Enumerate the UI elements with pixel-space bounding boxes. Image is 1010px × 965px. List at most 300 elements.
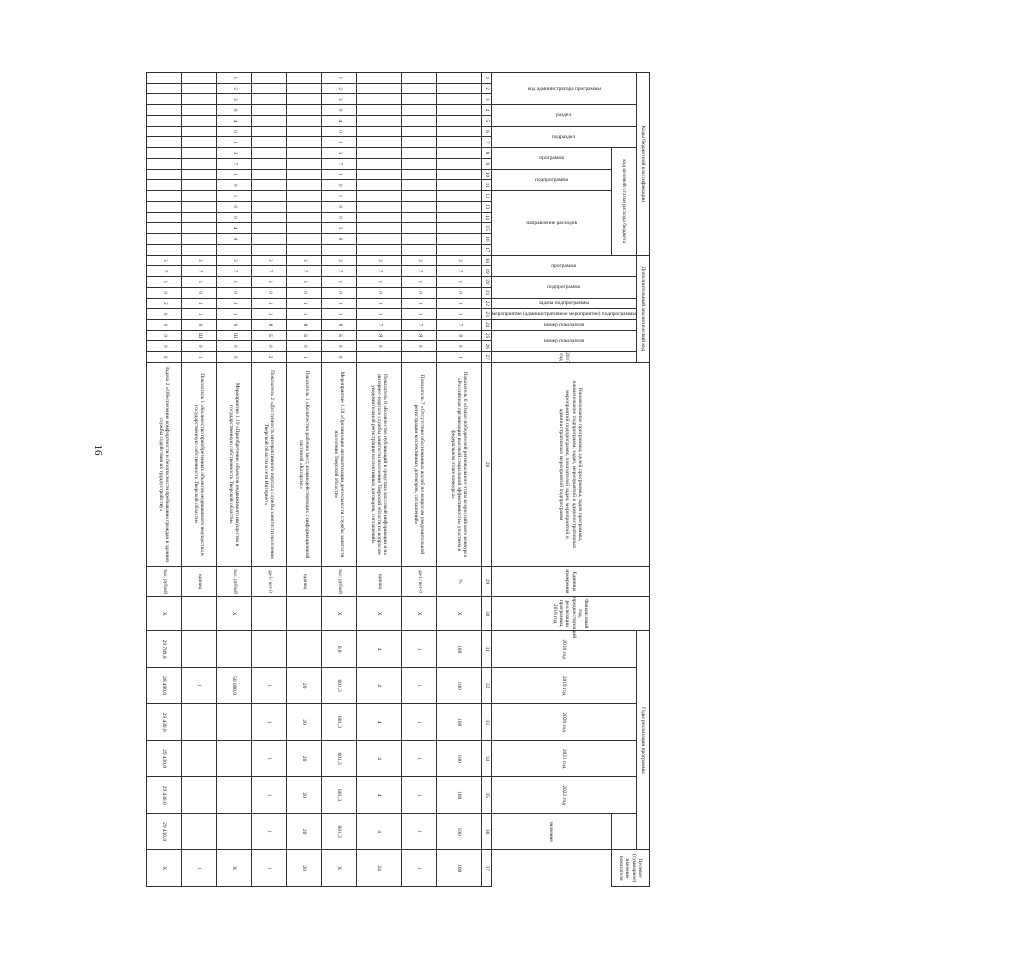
code-cell bbox=[251, 158, 286, 169]
code-cell: 3 bbox=[321, 255, 356, 266]
row-year-value: 601,3 bbox=[321, 667, 356, 704]
header-budget-class: Коды бюджетной классификации bbox=[637, 73, 650, 256]
code-cell: 1 bbox=[286, 298, 321, 309]
header-years: Годы реализации программы bbox=[637, 631, 650, 850]
code-cell: 1 bbox=[321, 309, 356, 320]
code-cell bbox=[251, 137, 286, 148]
row-year-value: 4 bbox=[356, 813, 401, 850]
column-number: 28 bbox=[481, 362, 491, 566]
code-cell: 1 bbox=[286, 277, 321, 288]
row-name: Задача 2 «Обеспечение комфортности и безопасности пребывания граждан в зданиях службы содействия их трудоустройству» bbox=[146, 362, 181, 566]
code-cell: Я bbox=[401, 330, 436, 341]
row-year-value: 1 bbox=[251, 740, 286, 777]
column-number: 22 bbox=[481, 298, 491, 309]
column-number: 8 bbox=[481, 148, 491, 159]
code-cell bbox=[286, 148, 321, 159]
code-cell: 9 bbox=[216, 319, 251, 330]
column-number: 1 bbox=[481, 73, 491, 84]
column-number: 17 bbox=[481, 244, 491, 255]
row-unit: единиц bbox=[181, 566, 216, 596]
column-number: 24 bbox=[481, 319, 491, 330]
code-cell: Б bbox=[251, 330, 286, 341]
code-cell bbox=[286, 158, 321, 169]
code-cell bbox=[436, 223, 481, 234]
code-cell bbox=[146, 169, 181, 180]
header-additional-code: Дополнительный аналитический код bbox=[637, 255, 650, 362]
document-sheet bbox=[105, 60, 1010, 883]
code-cell: 0 bbox=[401, 287, 436, 298]
row-financial-year: Х bbox=[401, 597, 436, 631]
row-target-value: 1 bbox=[251, 850, 286, 887]
header-2019: 2019 год bbox=[491, 667, 636, 704]
row-year-value bbox=[181, 631, 216, 668]
code-cell: 0 bbox=[321, 212, 356, 223]
code-cell: 1 bbox=[436, 309, 481, 320]
code-cell bbox=[181, 126, 216, 137]
row-year-value: 601,3 bbox=[321, 777, 356, 814]
code-cell bbox=[436, 158, 481, 169]
code-cell: 7 bbox=[401, 266, 436, 277]
row-year-value: 20 bbox=[286, 777, 321, 814]
row-year-value: 29 430,0 bbox=[146, 777, 181, 814]
table-row bbox=[251, 73, 286, 887]
header-subsection: подраздел bbox=[552, 133, 576, 140]
code-cell: 0 bbox=[321, 287, 356, 298]
table-row bbox=[356, 73, 401, 887]
code-cell: 1 bbox=[216, 277, 251, 288]
code-cell: 7 bbox=[146, 266, 181, 277]
code-cell: Б bbox=[286, 330, 321, 341]
code-cell: 1 bbox=[146, 277, 181, 288]
code-cell: 0 bbox=[216, 126, 251, 137]
code-cell: 0 bbox=[146, 341, 181, 352]
code-cell bbox=[321, 244, 356, 255]
code-cell: 0 bbox=[216, 105, 251, 116]
code-cell bbox=[401, 212, 436, 223]
code-cell bbox=[401, 158, 436, 169]
code-cell: 9 bbox=[181, 319, 216, 330]
row-year-value: 1 bbox=[401, 813, 436, 850]
code-cell bbox=[436, 105, 481, 116]
code-cell: 3 bbox=[356, 255, 401, 266]
code-cell bbox=[356, 158, 401, 169]
code-cell bbox=[401, 223, 436, 234]
code-cell: 0 bbox=[216, 212, 251, 223]
code-cell bbox=[146, 148, 181, 159]
row-financial-year bbox=[181, 597, 216, 631]
code-cell bbox=[356, 148, 401, 159]
code-cell bbox=[356, 115, 401, 126]
code-cell: 8 bbox=[321, 319, 356, 330]
code-cell bbox=[401, 352, 436, 363]
row-year-value bbox=[216, 777, 251, 814]
row-name: Мероприятие 1.19 «Приобретение объектов недвижимого имущества в государственную собственность Тверской области» bbox=[216, 362, 251, 566]
header-task: задача подпрограммы bbox=[538, 300, 589, 307]
code-cell: Я bbox=[356, 330, 401, 341]
row-year-value: 0,0 bbox=[321, 631, 356, 668]
row-unit: тыс. рублей bbox=[216, 566, 251, 596]
row-year-value bbox=[181, 740, 216, 777]
code-cell bbox=[436, 126, 481, 137]
code-cell: 1 bbox=[251, 298, 286, 309]
column-number: 11 bbox=[481, 180, 491, 191]
page-number: 16 bbox=[92, 444, 104, 456]
code-cell bbox=[356, 352, 401, 363]
row-year-value: 1 bbox=[401, 631, 436, 668]
code-cell: 3 bbox=[216, 94, 251, 105]
code-cell: 1 bbox=[321, 169, 356, 180]
row-target-value: Х bbox=[321, 850, 356, 887]
code-cell bbox=[146, 137, 181, 148]
code-cell: 0 bbox=[356, 287, 401, 298]
column-number: 15 bbox=[481, 223, 491, 234]
code-cell bbox=[401, 169, 436, 180]
code-cell bbox=[251, 223, 286, 234]
code-cell: 3 bbox=[286, 255, 321, 266]
code-cell bbox=[401, 126, 436, 137]
column-number: 18 bbox=[481, 255, 491, 266]
table-row bbox=[286, 73, 321, 887]
code-cell bbox=[181, 83, 216, 94]
code-cell: 0 bbox=[321, 352, 356, 363]
row-name: Показатель 2 «Доступность интерактивного портала службы занятости населения Тверской области в сети Интернет» bbox=[251, 362, 286, 566]
row-year-value: 29 430,0 bbox=[146, 704, 181, 741]
row-financial-year: Х bbox=[216, 597, 251, 631]
row-target-value: Х bbox=[146, 850, 181, 887]
header-program: программа bbox=[538, 155, 564, 162]
code-cell: 3 bbox=[436, 255, 481, 266]
code-cell: 0 bbox=[321, 201, 356, 212]
row-year-value: 20 bbox=[286, 740, 321, 777]
code-cell bbox=[286, 105, 321, 116]
code-cell bbox=[181, 180, 216, 191]
header-target-article: код целевой статьи расхода бюджета bbox=[611, 148, 636, 255]
table-row bbox=[181, 73, 216, 887]
code-cell bbox=[286, 94, 321, 105]
code-cell: 0 bbox=[321, 234, 356, 245]
code-cell: 3 bbox=[181, 255, 216, 266]
code-cell bbox=[251, 191, 286, 202]
row-year-value: 4 bbox=[356, 631, 401, 668]
header-subprogram-a: подпрограмма bbox=[547, 284, 581, 291]
column-number: 25 bbox=[481, 330, 491, 341]
code-cell bbox=[401, 244, 436, 255]
code-cell bbox=[436, 137, 481, 148]
table-row bbox=[401, 73, 436, 887]
code-cell: 0 bbox=[216, 180, 251, 191]
code-cell bbox=[286, 191, 321, 202]
column-number: 19 bbox=[481, 266, 491, 277]
column-number: 7 bbox=[481, 137, 491, 148]
code-cell bbox=[436, 191, 481, 202]
code-cell: 7 bbox=[251, 266, 286, 277]
code-cell: 1 bbox=[436, 298, 481, 309]
code-cell bbox=[356, 94, 401, 105]
row-year-value: 601,3 bbox=[321, 704, 356, 741]
code-cell bbox=[181, 158, 216, 169]
code-cell: 3 bbox=[321, 223, 356, 234]
code-cell bbox=[401, 234, 436, 245]
code-cell: Ш bbox=[181, 330, 216, 341]
code-cell bbox=[286, 223, 321, 234]
header-name: Наименование программы, целей программы, задач программы, наименование подпрограмм, задач, мероприятий и административных мероприятий подпрограмм, показателей задач, мероприятий и административных мероприятий подпрограмм bbox=[491, 362, 649, 566]
table-row bbox=[146, 73, 181, 887]
code-cell bbox=[356, 73, 401, 84]
row-target-value: 100 bbox=[436, 850, 481, 887]
column-numbers-row bbox=[481, 73, 491, 887]
column-number: 34 bbox=[481, 740, 491, 777]
row-year-value bbox=[181, 704, 216, 741]
code-cell bbox=[146, 94, 181, 105]
code-cell bbox=[181, 115, 216, 126]
row-financial-year bbox=[251, 597, 286, 631]
column-number: 23 bbox=[481, 309, 491, 320]
row-year-value: 1 bbox=[401, 740, 436, 777]
column-number: 37 bbox=[481, 850, 491, 887]
code-cell bbox=[356, 234, 401, 245]
code-cell: 0 bbox=[216, 352, 251, 363]
header-direction: направление расходов bbox=[526, 219, 577, 226]
header-2021: 2021 год bbox=[491, 740, 636, 777]
code-cell bbox=[146, 201, 181, 212]
code-cell: 1 bbox=[321, 191, 356, 202]
code-cell: 7 bbox=[321, 158, 356, 169]
code-cell bbox=[146, 244, 181, 255]
header-admin-code: код администратора программы bbox=[527, 85, 601, 92]
row-year-value: 28 490,6 bbox=[146, 667, 181, 704]
row-year-value: 1 bbox=[251, 667, 286, 704]
row-year-value bbox=[216, 704, 251, 741]
code-cell: 1 bbox=[436, 277, 481, 288]
column-number: 13 bbox=[481, 201, 491, 212]
code-cell bbox=[181, 191, 216, 202]
code-cell: 1 bbox=[356, 277, 401, 288]
column-number: 14 bbox=[481, 212, 491, 223]
code-cell: 8 bbox=[436, 330, 481, 341]
code-cell bbox=[356, 105, 401, 116]
column-number: 10 bbox=[481, 169, 491, 180]
code-cell: 1 bbox=[321, 137, 356, 148]
code-cell: 0 bbox=[146, 330, 181, 341]
row-year-value: 4 bbox=[356, 704, 401, 741]
column-number: 20 bbox=[481, 277, 491, 288]
header-target: Целевое (суммарное) значение показателя bbox=[611, 850, 649, 887]
code-cell: 1 bbox=[216, 73, 251, 84]
code-cell: 7 bbox=[181, 266, 216, 277]
rotated-table-container bbox=[10, 60, 650, 965]
row-name: Показатель 1 «Количество рабочих мест, взаимодействующих с информационной системой «Катарсис» bbox=[286, 362, 321, 566]
row-target-value: 20 bbox=[286, 850, 321, 887]
row-financial-year: Х bbox=[356, 597, 401, 631]
code-cell: 0 bbox=[436, 287, 481, 298]
code-cell: 0 bbox=[401, 341, 436, 352]
row-year-value bbox=[251, 631, 286, 668]
column-number: 31 bbox=[481, 631, 491, 668]
header-section: раздел bbox=[556, 112, 572, 119]
code-cell: 0 bbox=[321, 341, 356, 352]
code-cell: 3 bbox=[216, 148, 251, 159]
code-cell bbox=[401, 73, 436, 84]
code-cell bbox=[356, 180, 401, 191]
row-year-value: 100 bbox=[436, 631, 481, 668]
row-name: Показатель 7 «Отсутствие обоснованных жалоб по вопросам уведомительной регистрации коллективных договоров, соглашений» bbox=[401, 362, 436, 566]
code-cell: 0 bbox=[146, 309, 181, 320]
row-year-value: 20 bbox=[286, 667, 321, 704]
code-cell bbox=[436, 169, 481, 180]
code-cell bbox=[251, 94, 286, 105]
column-number: 5 bbox=[481, 115, 491, 126]
row-year-value: 4 bbox=[356, 777, 401, 814]
code-cell: 0 bbox=[181, 341, 216, 352]
row-name: Показатель 8 «Количество публикаций в средствах массовой информации и на интернет-портале службы занятости населения Тверской области по вопросам уведомительной регистрации коллективных договоров, соглашений» bbox=[356, 362, 401, 566]
code-cell: 1 bbox=[216, 298, 251, 309]
code-cell bbox=[436, 244, 481, 255]
code-cell bbox=[146, 223, 181, 234]
header-2017: 2017 год bbox=[491, 352, 636, 363]
code-cell: 4 bbox=[216, 223, 251, 234]
row-year-value bbox=[181, 777, 216, 814]
code-cell bbox=[401, 191, 436, 202]
code-cell bbox=[181, 105, 216, 116]
row-year-value bbox=[181, 813, 216, 850]
row-target-value: Х bbox=[216, 850, 251, 887]
header-indicator-number: номер показателя bbox=[543, 337, 584, 344]
code-cell: 1 bbox=[181, 352, 216, 363]
row-year-value: 601,3 bbox=[321, 813, 356, 850]
code-cell: 0 bbox=[216, 201, 251, 212]
code-cell: 0 bbox=[356, 341, 401, 352]
code-cell: 2 bbox=[216, 83, 251, 94]
row-year-value: 4 bbox=[356, 740, 401, 777]
row-year-value: 100 bbox=[436, 704, 481, 741]
code-cell: 3 bbox=[216, 255, 251, 266]
code-cell: 7 bbox=[436, 266, 481, 277]
row-year-value: 1 bbox=[251, 813, 286, 850]
code-cell bbox=[181, 94, 216, 105]
code-cell bbox=[251, 244, 286, 255]
header-unit: Единица измерения bbox=[491, 566, 649, 596]
row-target-value: 1 bbox=[401, 850, 436, 887]
row-year-value bbox=[216, 740, 251, 777]
code-cell bbox=[356, 191, 401, 202]
header-subprogram: подпрограмма bbox=[534, 176, 568, 183]
code-cell: 7 bbox=[356, 266, 401, 277]
code-cell bbox=[251, 105, 286, 116]
code-cell bbox=[146, 212, 181, 223]
code-cell bbox=[251, 180, 286, 191]
code-cell: 0 bbox=[251, 287, 286, 298]
code-cell: 7 bbox=[321, 266, 356, 277]
code-cell: 0 bbox=[251, 341, 286, 352]
column-number: 26 bbox=[481, 341, 491, 352]
code-cell: 0 bbox=[321, 126, 356, 137]
code-cell bbox=[436, 234, 481, 245]
code-cell: 3 bbox=[146, 255, 181, 266]
code-cell bbox=[146, 180, 181, 191]
code-cell bbox=[181, 137, 216, 148]
code-cell bbox=[286, 137, 321, 148]
code-cell bbox=[286, 73, 321, 84]
code-cell bbox=[181, 212, 216, 223]
header-financial-year: Финансовый год, предшествующий реализации программы, 2016 год bbox=[491, 597, 649, 631]
code-cell bbox=[286, 169, 321, 180]
code-cell bbox=[401, 180, 436, 191]
code-cell bbox=[146, 191, 181, 202]
code-cell bbox=[356, 137, 401, 148]
code-cell bbox=[181, 244, 216, 255]
code-cell: 0 bbox=[286, 287, 321, 298]
code-cell bbox=[146, 234, 181, 245]
row-name: Показатель 1 «Количество приобретенных объектов недвижимого имущества в государственную собственность Тверской области» bbox=[181, 362, 216, 566]
column-number: 36 bbox=[481, 813, 491, 850]
row-year-value: 50 000,0 bbox=[216, 667, 251, 704]
row-year-value: 100 bbox=[436, 740, 481, 777]
code-cell: 1 bbox=[216, 191, 251, 202]
code-cell: 7 bbox=[286, 266, 321, 277]
code-cell: Ш bbox=[216, 330, 251, 341]
code-cell bbox=[251, 169, 286, 180]
code-cell: 3 bbox=[401, 255, 436, 266]
code-cell bbox=[251, 73, 286, 84]
row-financial-year: Х bbox=[321, 597, 356, 631]
code-cell bbox=[401, 201, 436, 212]
code-cell: 4 bbox=[216, 115, 251, 126]
row-year-value bbox=[216, 631, 251, 668]
code-cell bbox=[356, 223, 401, 234]
row-unit: тыс. рублей bbox=[321, 566, 356, 596]
code-cell: 3 bbox=[251, 255, 286, 266]
code-cell: 7 bbox=[436, 319, 481, 330]
row-financial-year: Х bbox=[146, 597, 181, 631]
column-number: 4 bbox=[481, 105, 491, 116]
code-cell: 0 bbox=[286, 341, 321, 352]
code-cell bbox=[436, 201, 481, 212]
code-cell bbox=[401, 148, 436, 159]
code-cell: 1 bbox=[401, 309, 436, 320]
row-year-value: 1 bbox=[401, 704, 436, 741]
row-year-value bbox=[286, 631, 321, 668]
code-cell bbox=[181, 201, 216, 212]
code-cell bbox=[181, 73, 216, 84]
code-cell: 4 bbox=[321, 115, 356, 126]
header-value: значение bbox=[491, 813, 611, 850]
column-number: 3 bbox=[481, 94, 491, 105]
code-cell bbox=[251, 234, 286, 245]
column-number: 27 bbox=[481, 352, 491, 363]
row-year-value: 29 430,0 bbox=[146, 813, 181, 850]
row-year-value: 1 bbox=[251, 704, 286, 741]
code-cell: 0 bbox=[216, 287, 251, 298]
code-cell bbox=[356, 212, 401, 223]
code-cell bbox=[356, 244, 401, 255]
code-cell bbox=[181, 169, 216, 180]
column-number: 6 bbox=[481, 126, 491, 137]
table-row bbox=[216, 73, 251, 887]
code-cell: 7 bbox=[216, 158, 251, 169]
code-cell bbox=[146, 105, 181, 116]
code-cell: 2 bbox=[251, 352, 286, 363]
code-cell bbox=[286, 201, 321, 212]
code-cell bbox=[401, 115, 436, 126]
code-cell: 7 bbox=[216, 266, 251, 277]
row-year-value: 20 bbox=[286, 704, 321, 741]
column-number: 2 bbox=[481, 83, 491, 94]
column-number: 29 bbox=[481, 566, 491, 596]
code-cell bbox=[146, 158, 181, 169]
row-name: Показатель 6 «Охват победителей регионального этапа всероссийского конкурса «Российская организация высокой социальной эффективности» участием в федеральном этапе конкурса» bbox=[436, 362, 481, 566]
code-cell bbox=[146, 83, 181, 94]
code-cell bbox=[401, 83, 436, 94]
